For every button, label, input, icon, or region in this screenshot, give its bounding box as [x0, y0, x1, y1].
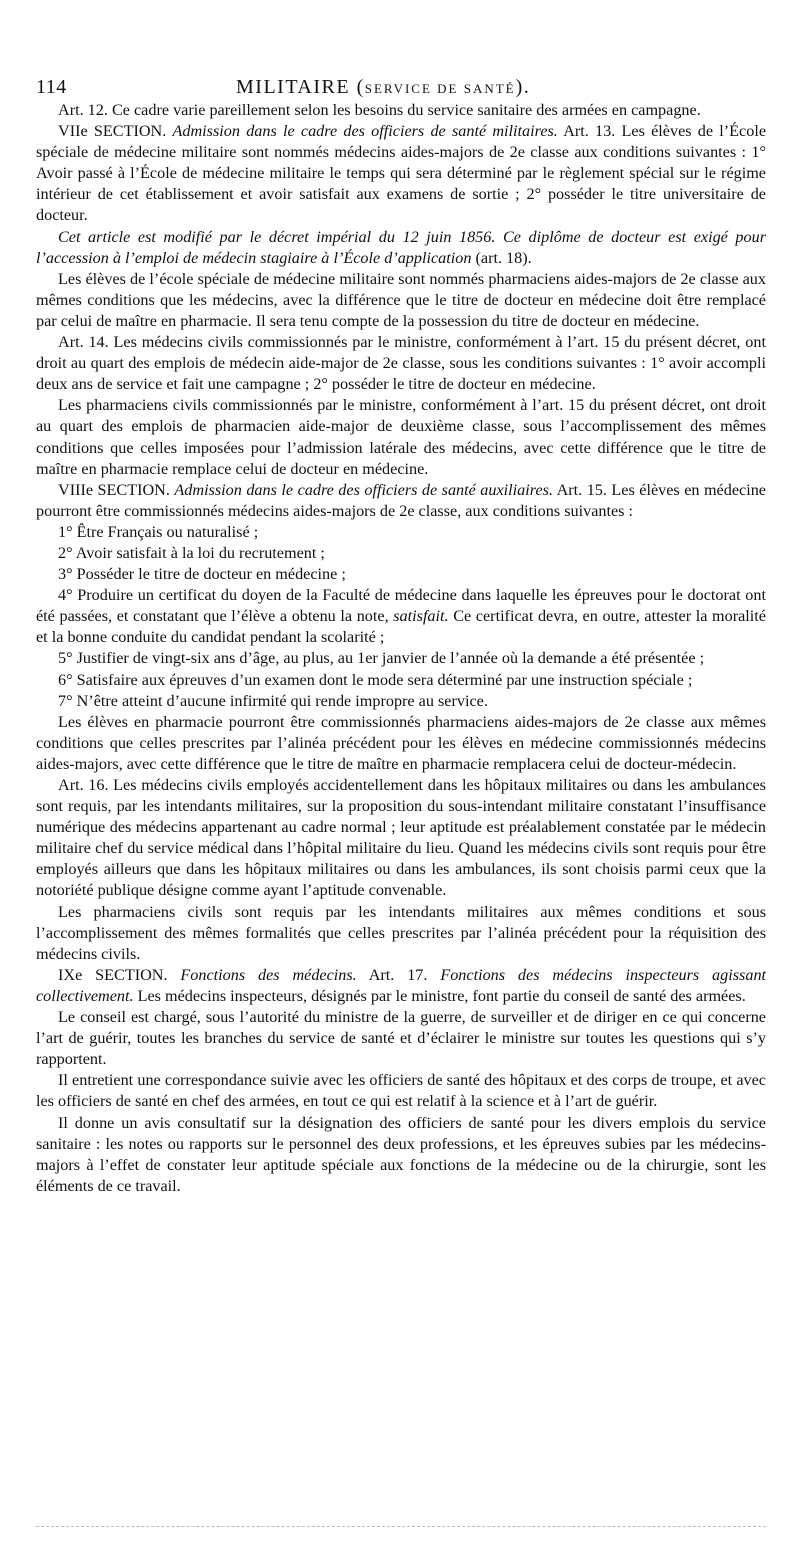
paragraph-note — [36, 227, 766, 269]
section-heading: VIIIe SECTION. — [58, 480, 170, 499]
note-text: Cet article est modifié par le décret impérial du 12 juin 1856. Ce diplôme de docteur est exigé pour l’accession à l’emploi de médecin stagiaire à l’École d’application — [36, 227, 766, 267]
section-title: Admission dans le cadre des officiers de santé militaires. — [172, 122, 558, 141]
running-head-small: SERVICE DE SANTÉ — [364, 81, 516, 96]
paragraph-section-9 — [36, 965, 766, 1007]
section-text: Les médecins inspecteurs, désignés par le ministre, font partie du conseil de santé des armées. — [137, 986, 746, 1005]
body-text — [36, 100, 766, 1197]
paragraph-pharmaciens-civils: Les pharmaciens civils commissionnés par le ministre, conformément à l’art. 15 du présent décret, ont droit au quart des emplois de pharmacien aide-major de deuxième classe, sous l’accomplissement des mêmes conditions que celles imposées pour l’admission latérale des médecins, avec cette différence que le titre de maître en pharmacie remplace celui de docteur en médecine. — [36, 396, 766, 478]
article-title: Fonctions des médecins inspecteurs agissant collectivement. — [36, 965, 767, 1005]
paragraph-avis: Il donne un avis consultatif sur la désignation des officiers de santé pour les divers emplois du service sanitaire : les notes ou rapports sur le personnel des deux professions, et les épreuves subies par les médecins-majors à l’effet de constater leur aptitude spéciale aux fonctions de la médecine ou de la chirurgie, sont les éléments de ce travail. — [36, 1113, 766, 1195]
paragraph-art-12: Art. 12. Ce cadre varie pareillement selon les besoins du service sanitaire des armées en campagne. — [58, 101, 701, 119]
list-item: 6° Satisfaire aux épreuves d’un examen dont le mode sera déterminé par une instruction spéciale ; — [58, 670, 693, 689]
section-heading: VIIe SECTION. — [58, 122, 167, 141]
list-item: 2° Avoir satisfait à la loi du recrutement ; — [58, 543, 325, 562]
paragraph-section-8 — [36, 480, 766, 522]
paragraph-pharmaciens-requis: Les pharmaciens civils sont requis par les intendants militaires aux mêmes conditions et sous l’accomplissement des mêmes formalités que celles prescrites par l’alinéa précédent pour la réquisition des médecins civils. — [36, 902, 766, 963]
page-number: 114 — [36, 76, 67, 98]
paragraph-art-14: Art. 14. Les médecins civils commissionnés par le ministre, conformément à l’art. 15 du présent décret, ont droit au quart des emplois de médecin aide-major de 2e classe, sous les conditions suivantes : 1° avoir accompli deux ans de service et fait une campagne ; 2° posséder le titre de docteur en médecine. — [36, 333, 766, 394]
section-title: Admission dans le cadre des officiers de santé auxiliaires. — [174, 480, 553, 499]
bottom-divider — [36, 1526, 766, 1527]
list-item-text: 4° Produire un certificat du doyen de la Faculté de médecine dans laquelle les épreuves pour le doctorat ont été passées, et constatant que l’élève a obtenu la note, — [36, 586, 766, 626]
page — [36, 70, 766, 1197]
paragraph-correspondance: Il entretient une correspondance suivie avec les officiers de santé des hôpitaux et des corps de troupe, et avec les officiers de santé en chef des armées, en tout ce qui est relatif à la science et à l’art de guérir. — [36, 1071, 766, 1111]
list-item — [36, 585, 766, 648]
paragraph-pharmaciens-eleves: Les élèves de l’école spéciale de médecine militaire sont nommés pharmaciens aides-majors de 2e classe aux mêmes conditions que les médecins, avec la différence que le titre de docteur en médecine doit être remplacé par celui de maître en pharmacie. Il sera tenu compte de la possession du titre de docteur en médecine. — [36, 269, 766, 330]
list-item: 3° Posséder le titre de docteur en médecine ; — [58, 565, 346, 584]
section-text: Art. 15. Les élèves en médecine pourront être commissionnés médecins aides-majors de 2e classe, aux conditions suivantes : — [36, 480, 766, 520]
running-head-end: ). — [515, 76, 531, 98]
list-item: 7° N’être atteint d’aucune infirmité qui rende impropre au service. — [58, 691, 488, 710]
section-title: Fonctions des médecins. — [180, 965, 357, 984]
article-label: Art. 17. — [368, 965, 428, 984]
paragraph-eleves-pharmacie: Les élèves en pharmacie pourront être commissionnés pharmaciens aides-majors de 2e classe aux mêmes conditions que celles prescrites par l’alinéa précédent pour les élèves en médecine commissionnés médecins aides-majors, avec cette différence que le titre de maître en pharmacie remplacera celui de docteur-médecin. — [36, 712, 766, 773]
running-head-main: MILITAIRE ( — [236, 76, 365, 98]
paragraph-art-16: Art. 16. Les médecins civils employés accidentellement dans les hôpitaux militaires ou dans les ambulances sont requis, par les intendants militaires, sur la proposition du sous-intendant militaire constatant l’insuffisance numérique des médecins appartenant au cadre normal ; leur aptitude est préalablement constatée par le médecin militaire chef du service médical dans l’hôpital militaire du lieu. Quand les médecins civils sont requis pour être employés ailleurs que dans les hôpitaux militaires ou dans les ambulances, ils sont choisis parmi ceux que la notoriété publique désigne comme ayant l’aptitude convenable. — [36, 776, 766, 900]
note-reference: (art. 18). — [475, 248, 532, 267]
section-heading: IXe SECTION. — [58, 965, 168, 984]
list-item: 1° Être Français ou naturalisé ; — [58, 522, 259, 541]
list-item-text: Ce certificat devra, en outre, attester la moralité et la bonne conduite du candidat pendant la scolarité ; — [36, 607, 766, 647]
list-item: 5° Justifier de vingt-six ans d’âge, au plus, au 1er janvier de l’année où la demande a été présentée ; — [58, 649, 705, 668]
running-head — [236, 76, 530, 99]
list-item-emphasis: satisfait. — [393, 607, 449, 626]
paragraph-conseil: Le conseil est chargé, sous l’autorité du ministre de la guerre, de surveiller et de diriger en ce qui concerne l’art de guérir, toutes les branches du service de santé et d’éclairer le ministre sur toutes les questions qui s’y rapportent. — [36, 1008, 766, 1069]
page-header — [36, 70, 766, 100]
section-text: Art. 13. Les élèves de l’École spéciale de médecine militaire sont nommés médecins aides-majors de 2e classe aux conditions suivantes : 1° Avoir passé à l’École de médecine militaire le temps qui sera déterminé par le règlement spécial sur le régime intérieur de cet établissement et avoir satisfait aux examens de sortie ; 2° posséder le titre universitaire de docteur. — [36, 122, 767, 225]
paragraph-section-7 — [36, 121, 766, 226]
